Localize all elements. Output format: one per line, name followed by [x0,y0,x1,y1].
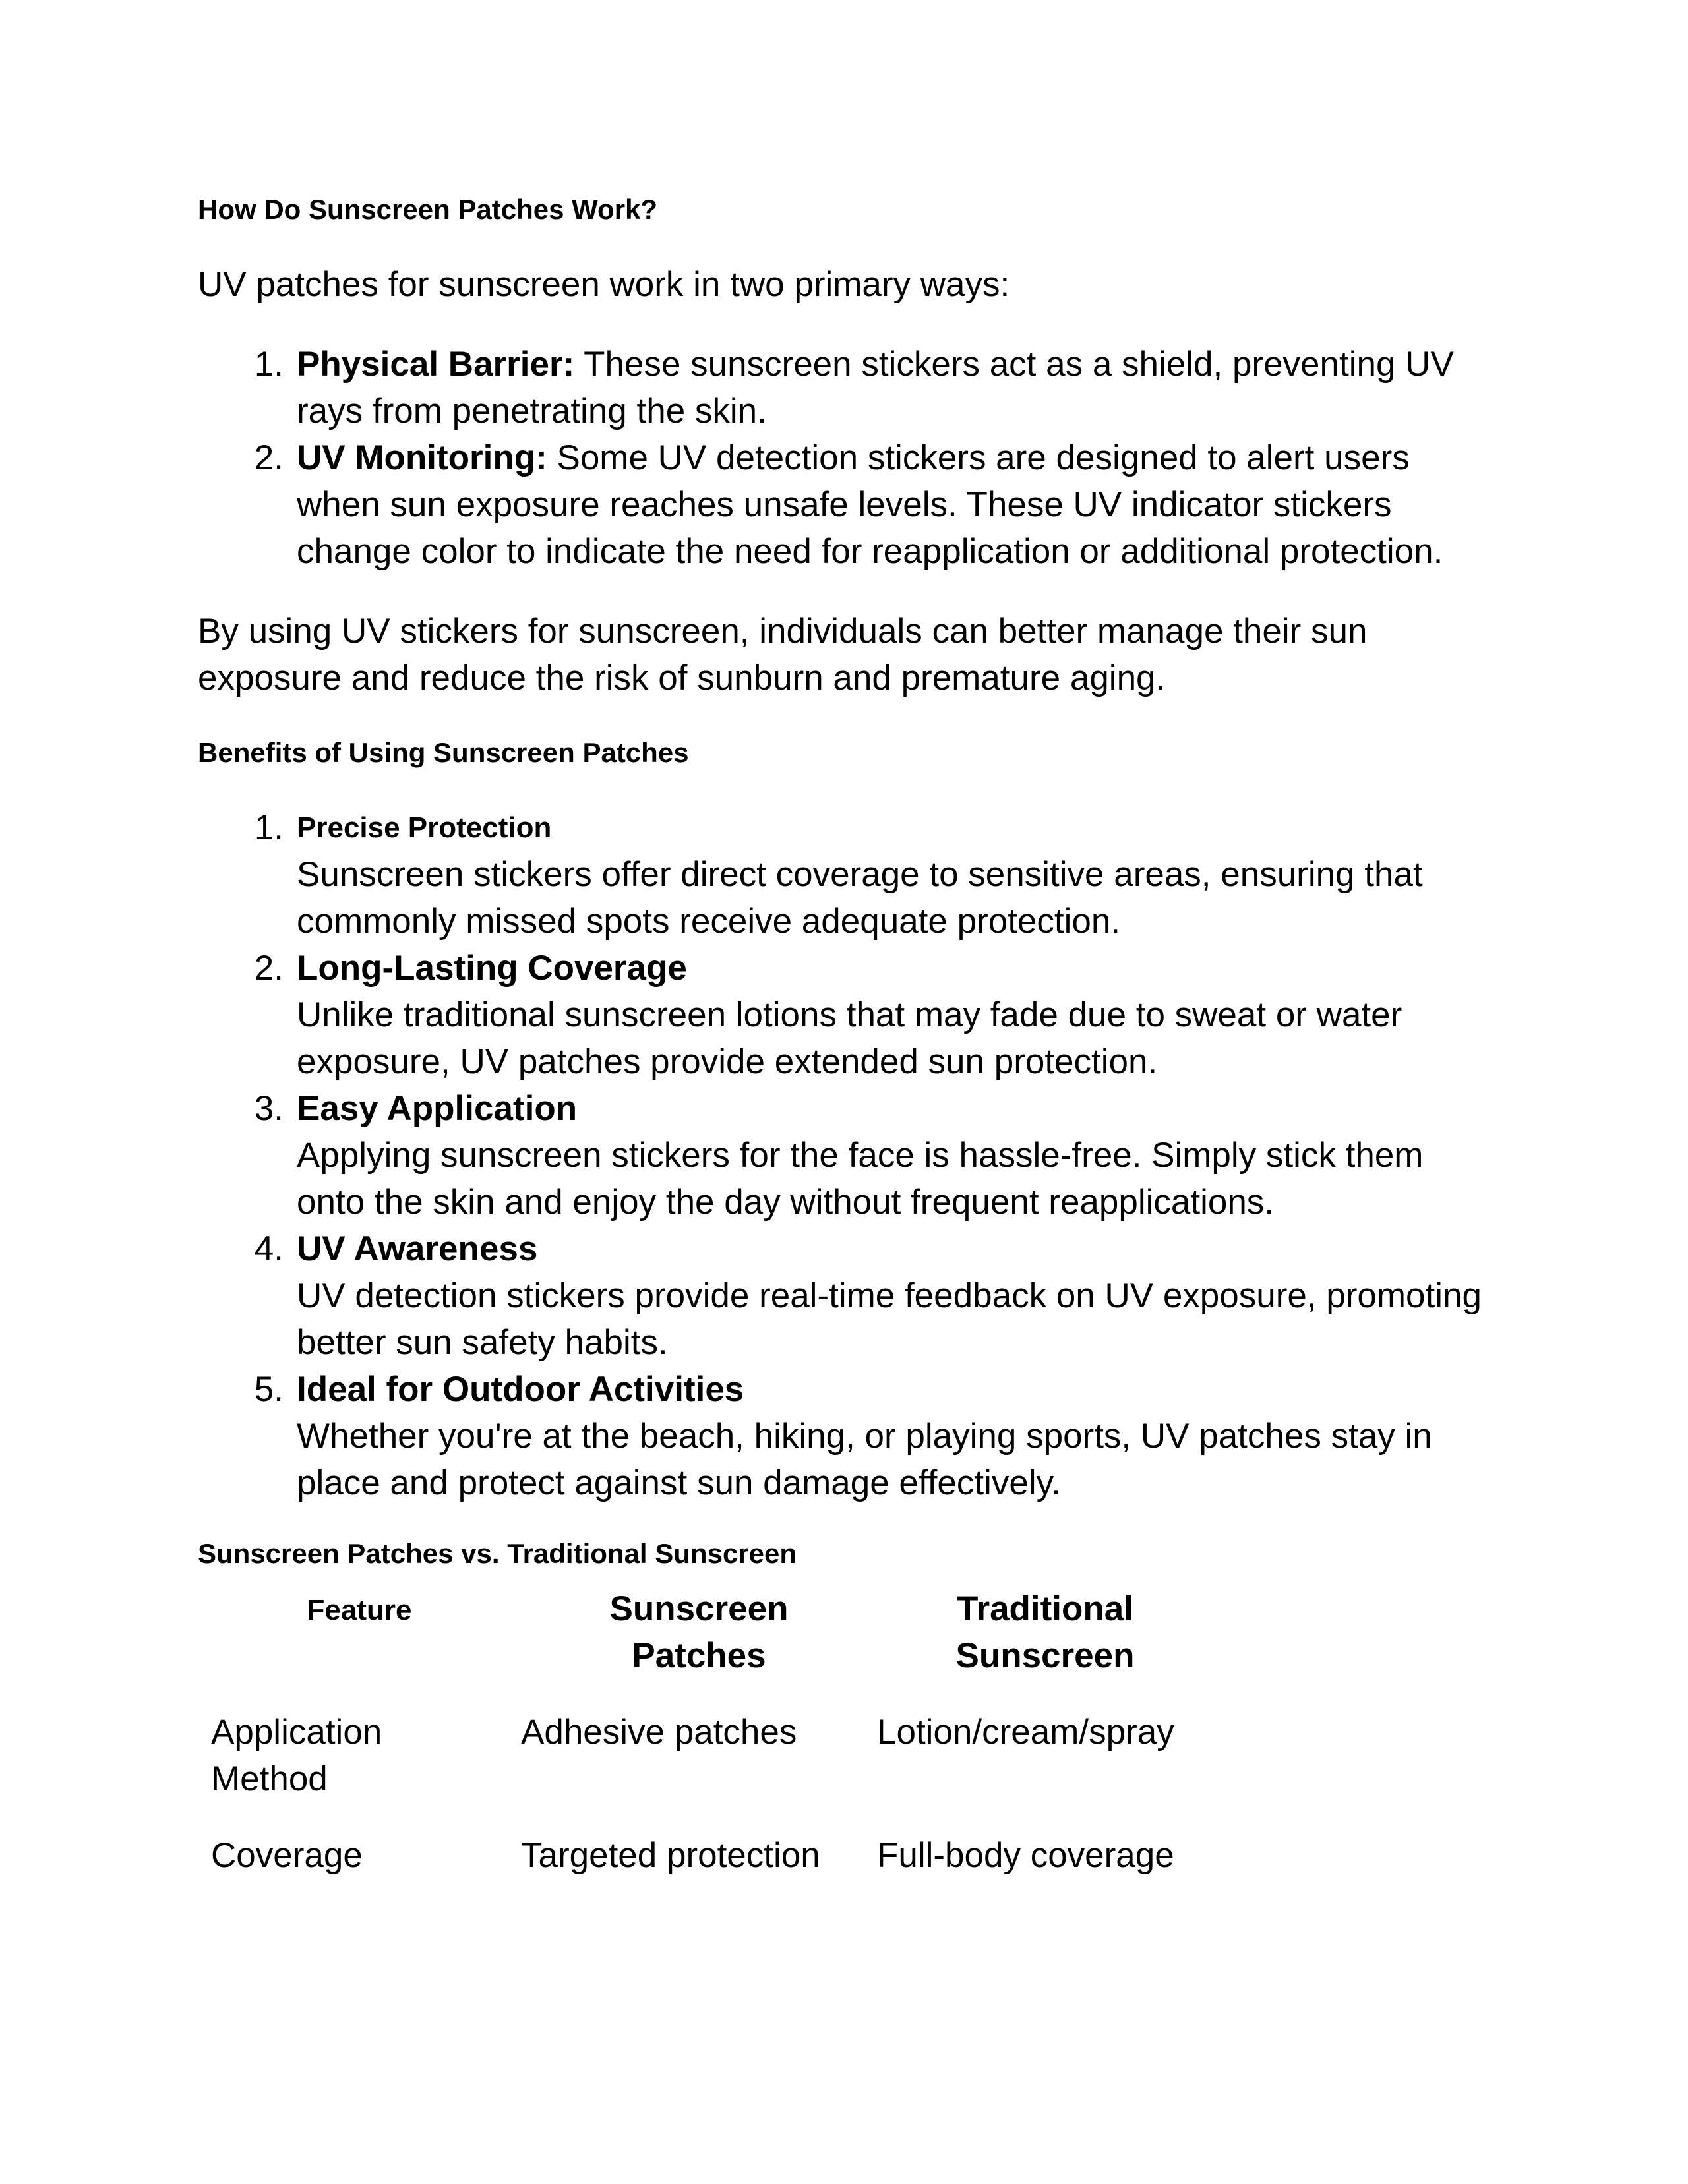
section-heading-benefits: Benefits of Using Sunscreen Patches [198,737,689,768]
section-heading-comparison: Sunscreen Patches vs. Traditional Sunscreen [198,1538,797,1569]
list-item [198,434,1490,575]
list-item [198,1366,1490,1506]
list-number: 1. [254,808,284,847]
table-cell: Lotion/cream/spray [877,1713,1174,1752]
list-item-term: UV Monitoring: [297,438,547,477]
table-cell: Full-body coverage [877,1836,1174,1875]
list-item-text: Sunscreen stickers offer direct coverage to sensitive areas, ensuring that commonly missed spots receive adequate protection. [297,855,1423,941]
section-heading-how-it-works: How Do Sunscreen Patches Work? [198,194,658,225]
table-header-row [198,1585,1220,1679]
list-item [198,945,1490,1085]
list-number: 4. [254,1229,284,1268]
list-item-text: Some UV detection stickers are designed to alert users when sun exposure reaches unsafe levels. These UV indicator stickers change color to indicate the need for reapplication or additional protection. [297,438,1443,571]
list-item [198,341,1490,434]
list-number: 2. [254,438,284,477]
list-item [198,804,1490,945]
table-header-patches: Sunscreen Patches [609,1589,789,1675]
benefits-list [198,804,1490,1506]
table-cell: Adhesive patches [521,1713,797,1752]
table-header-traditional: Traditional Sunscreen [955,1589,1135,1675]
closing-paragraph: By using UV stickers for sunscreen, individuals can better manage their sun exposure and reduce the risk of sunburn and premature aging. [198,612,1368,697]
intro-paragraph: UV patches for sunscreen work in two primary ways: [198,265,1010,304]
list-number: 5. [254,1370,284,1409]
table-cell: Targeted protection [521,1836,820,1875]
list-number: 1. [254,345,284,384]
list-item-text: These sunscreen stickers act as a shield, preventing UV rays from penetrating the skin. [297,345,1454,430]
how-it-works-list [198,341,1490,575]
list-item-title: Ideal for Outdoor Activities [297,1370,744,1409]
list-item-title: Precise Protection [297,812,552,844]
document-page [198,191,1490,1879]
comparison-table [198,1585,1220,1879]
table-cell: Application Method [211,1713,382,1798]
list-item-title: Long-Lasting Coverage [297,949,687,988]
list-number: 3. [254,1089,284,1128]
table-row [198,1802,1220,1879]
list-item-text: Unlike traditional sunscreen lotions that may fade due to sweat or water exposure, UV patches provide extended sun protection. [297,995,1402,1081]
table-header-feature: Feature [307,1594,412,1626]
list-item [198,1225,1490,1366]
list-item-text: Whether you're at the beach, hiking, or playing sports, UV patches stay in place and protect against sun damage effectively. [297,1417,1432,1502]
list-item-term: Physical Barrier: [297,345,575,384]
list-item [198,1085,1490,1225]
table-row [198,1679,1220,1802]
list-number: 2. [254,949,284,988]
table-cell: Coverage [211,1836,363,1875]
list-item-text: UV detection stickers provide real-time feedback on UV exposure, promoting better sun safety habits. [297,1276,1482,1362]
list-item-text: Applying sunscreen stickers for the face is hassle-free. Simply stick them onto the skin and enjoy the day without frequent reapplications. [297,1136,1424,1222]
list-item-title: Easy Application [297,1089,578,1128]
list-item-title: UV Awareness [297,1229,538,1268]
